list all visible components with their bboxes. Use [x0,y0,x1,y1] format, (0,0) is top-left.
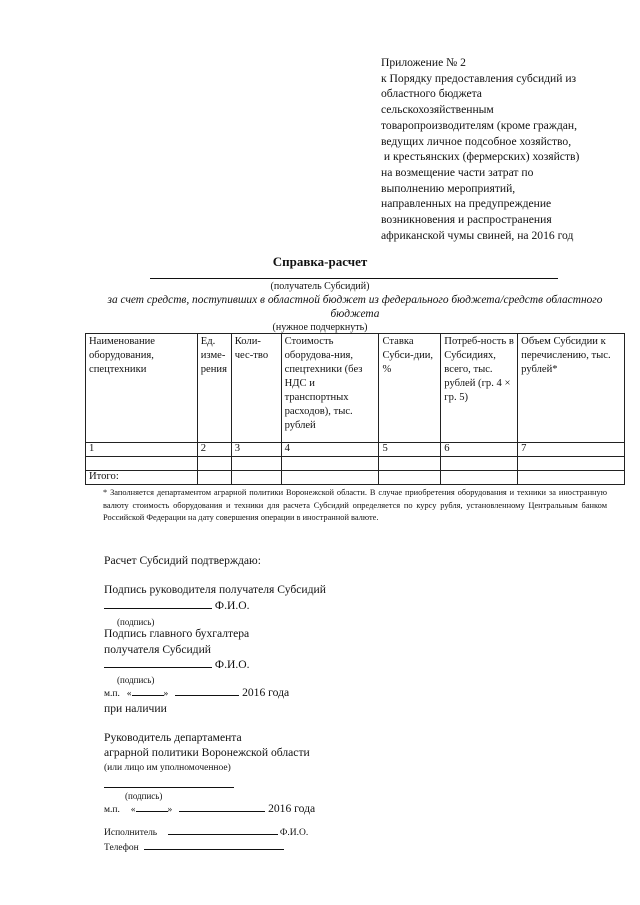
signature-caption: (подпись) [125,791,163,801]
day-blank [132,695,164,696]
header-cell: Стоимость оборудова-ния, спецтехники (без НДС и транспортных расходов), тыс. рублей [281,334,379,443]
dept-signature-line [104,787,234,788]
annex-line: сельскохозяйственным [381,103,494,117]
phone-line [104,841,284,856]
calculation-table [85,333,625,485]
number-cell: 7 [518,443,625,457]
dept-name: аграрной политики Воронежской области [104,746,310,759]
month-blank [175,695,239,696]
number-cell: 1 [86,443,198,457]
head-signature-label: Подпись руководителя получателя Субсидий [104,583,326,596]
executor-line [104,826,308,841]
head-signature-line [104,598,250,613]
number-cell: 6 [441,443,518,457]
number-cell: 2 [197,443,231,457]
date-quote-close: » [167,805,173,815]
annex-line: ведущих личное подсобное хозяйство, [381,134,572,148]
table-row [86,457,625,471]
header-cell: Ставка Субси-дии, % [379,334,441,443]
stamp-mark: м.п. [104,689,120,699]
executor-blank [168,834,278,835]
month-blank [179,811,265,812]
dept-date-line [104,801,315,818]
annex-line: возникновения и распространения [381,213,552,227]
phone-label: Телефон [104,843,139,853]
accountant-signature-line [104,657,250,672]
accountant-label-2: получателя Субсидий [104,643,211,656]
if-available: при наличии [104,702,167,715]
confirm-text: Расчет Субсидий подтверждаю: [104,554,261,567]
fio-label: Ф.И.О. [214,599,250,612]
date-quote-open: « [126,689,132,699]
header-cell: Коли-чес-тво [231,334,281,443]
number-cell: 5 [379,443,441,457]
phone-blank [144,849,284,850]
header-cell: Ед. изме-рения [197,334,231,443]
funding-source: за счет средств, поступивших в областной бюджет из федерального бюджета/средств областного бюджета [107,294,603,320]
signature-caption: (подпись) [117,617,155,627]
annex-line: и крестьянских (фермерских) хозяйств) [381,150,580,164]
annex-line: областного бюджета [381,87,482,101]
year-text: 2016 года [242,686,290,699]
recipient-line [150,278,558,279]
table-header-row [86,334,625,443]
annex-line: к Порядку предоставления субсидий из [381,71,577,85]
annex-line: направленных на предупреждение [381,197,552,211]
stamp-mark: м.п. [104,805,120,815]
annex-line: товаропроизводителям (кроме граждан, [381,118,577,132]
dept-head-label: Руководитель департамента [104,731,242,744]
accountant-label: Подпись главного бухгалтера [104,627,250,640]
number-cell: 3 [231,443,281,457]
signature-caption: (подпись) [117,675,155,685]
annex-block [381,55,621,243]
date-quote-close: » [163,689,169,699]
total-row [86,471,625,485]
underline-note: (нужное подчеркнуть) [272,322,368,333]
dept-authorized-note: (или лицо им уполномоченное) [104,763,231,773]
number-cell: 4 [281,443,379,457]
document-title: Справка-расчет [272,254,368,269]
annex-line: выполнению мероприятий, [381,181,516,195]
header-cell: Объем Субсидии к перечислению, тыс. рублей* [518,334,625,443]
executor-label: Исполнитель [104,828,158,838]
header-cell: Потреб-ность в Субсидиях, всего, тыс. рублей (гр. 4 × гр. 5) [441,334,518,443]
day-blank [136,811,168,812]
column-number-row [86,443,625,457]
signature-blank [104,667,212,668]
date-quote-open: « [130,805,136,815]
annex-line: на возмещение части затрат по [381,165,534,179]
recipient-caption: (получатель Субсидий) [270,281,370,292]
annex-line: Приложение № 2 [381,56,466,69]
annex-line: африканской чумы свиней, на 2016 год [381,228,574,242]
date-line [104,685,289,702]
footnote: * Заполняется департаментом аграрной политики Воронежской области. В случае приобретения оборудования и техники за иностранную валюту стоимость оборудования и техники для расчета Субсидий определяется по курсу рубля, установленному Центральным банком Российской Федерации на дату совершения операции в иностранной валюте. [103,488,607,523]
header-cell: Наименование оборудования, спецтехники [86,334,198,443]
year-text: 2016 года [268,802,316,815]
signature-blank [104,608,212,609]
fio-label: Ф.И.О. [214,658,250,671]
total-label: Итого: [86,471,198,485]
fio-label: Ф.И.О. [279,828,309,838]
